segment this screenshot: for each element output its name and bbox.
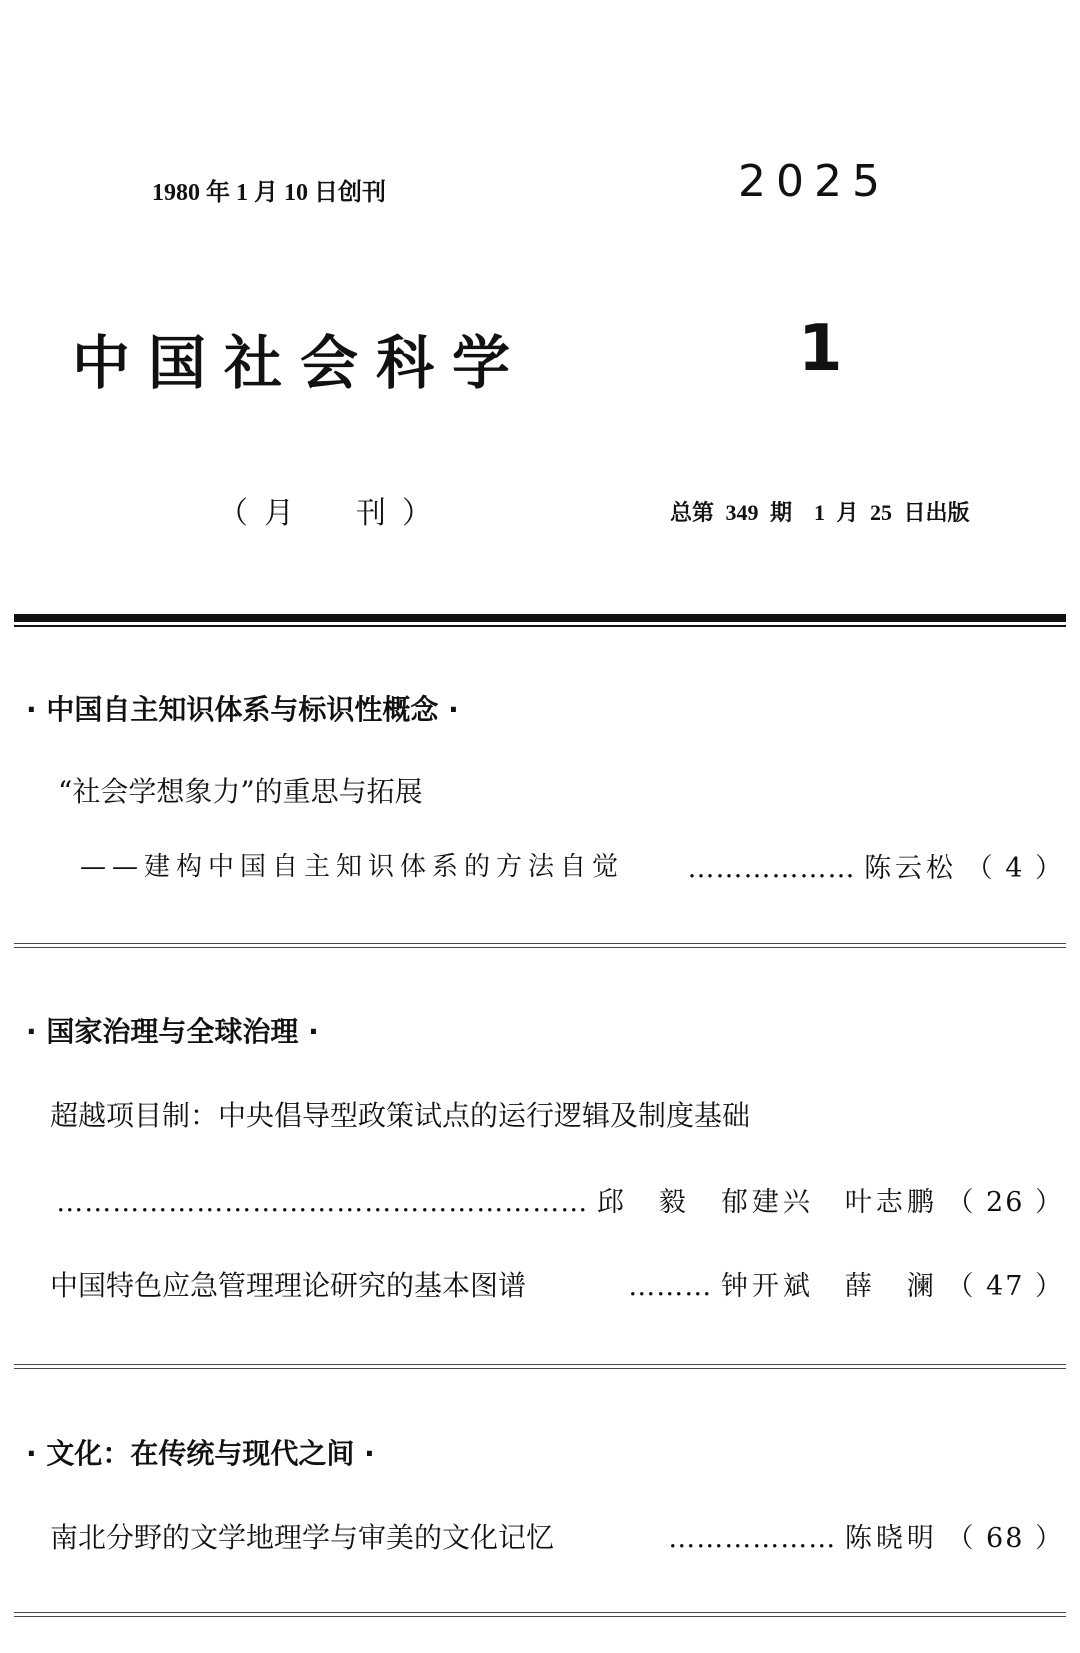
founding-date: 1980 年 1 月 10 日创刊	[152, 180, 386, 206]
dot-leader: ………	[628, 1271, 713, 1302]
publication-year: 2025	[738, 156, 890, 207]
section-heading: · 中国自主知识体系与标识性概念 ·	[26, 693, 459, 726]
section-divider	[14, 943, 1066, 948]
page-number[interactable]: （ 4 ）	[965, 853, 1064, 884]
masthead-divider-thin	[14, 625, 1066, 627]
dot-leader: …………………………………………………	[56, 1187, 589, 1218]
page-number[interactable]: （ 47 ）	[946, 1271, 1064, 1302]
article-title[interactable]: 中国特色应急管理理论研究的基本图谱	[50, 1269, 527, 1302]
article-author: 邱 毅 郁建兴 叶志鹏	[596, 1187, 938, 1218]
section-divider	[14, 1364, 1066, 1369]
page-number[interactable]: （ 26 ）	[946, 1187, 1064, 1218]
toc-entry-meta	[56, 1180, 1064, 1219]
toc-entry-meta	[628, 1264, 1064, 1303]
section-heading: · 文化：在传统与现代之间 ·	[26, 1437, 375, 1470]
issue-number: 1	[798, 312, 843, 386]
article-title[interactable]: 南北分野的文学地理学与审美的文化记忆	[50, 1521, 555, 1554]
section-heading: · 国家治理与全球治理 ·	[26, 1015, 319, 1048]
page-number[interactable]: （ 68 ）	[946, 1523, 1064, 1554]
dot-leader: ………………	[687, 853, 856, 884]
article-author: 陈晓明	[844, 1523, 938, 1554]
toc-entry-meta	[687, 846, 1064, 885]
article-subtitle: ——建构中国自主知识体系的方法自觉	[80, 852, 625, 882]
article-title[interactable]: “社会学想象力”的重思与拓展	[58, 775, 423, 808]
masthead-divider	[14, 614, 1066, 622]
publication-frequency: （月 刊）	[218, 496, 448, 531]
article-title[interactable]: 超越项目制：中央倡导型政策试点的运行逻辑及制度基础	[50, 1099, 751, 1132]
article-author: 陈云松	[864, 853, 958, 884]
toc-entry-meta	[668, 1516, 1064, 1555]
publication-info: 总第 349 期 1 月 25 日出版	[670, 500, 970, 525]
dot-leader: ………………	[668, 1523, 837, 1554]
section-divider	[14, 1612, 1066, 1617]
journal-title: 中国社会科学	[72, 329, 529, 397]
article-author: 钟开斌 薛 澜	[720, 1271, 938, 1302]
